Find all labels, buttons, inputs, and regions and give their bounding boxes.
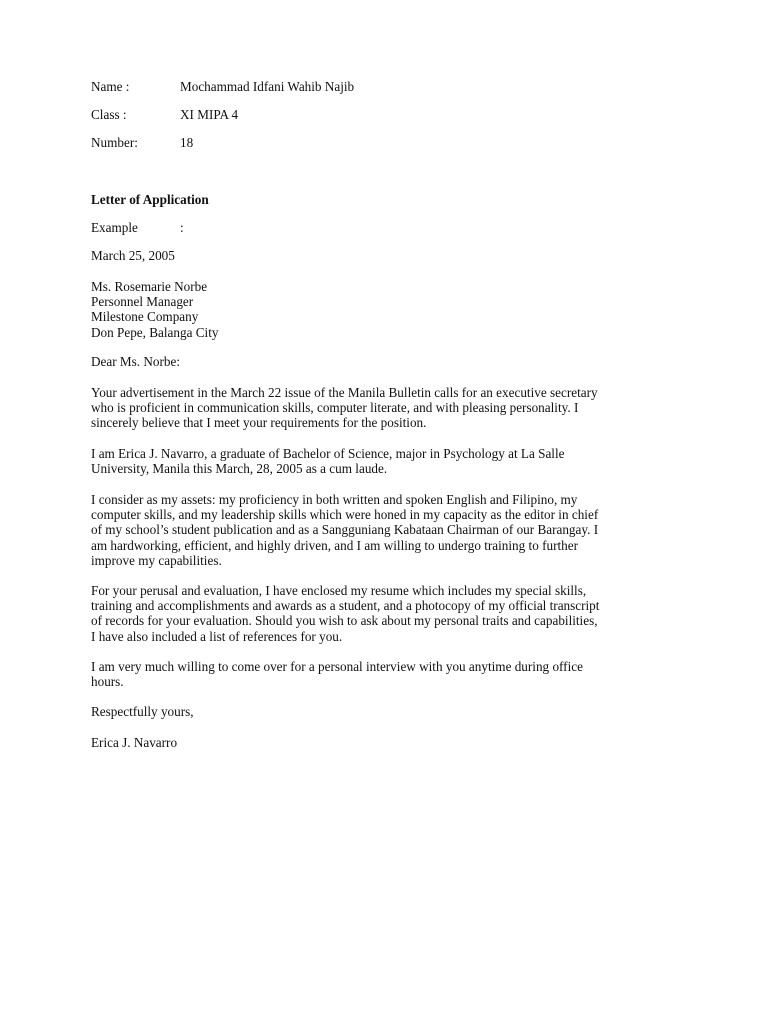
paragraph-line: sincerely believe that I meet your requirements for the position. xyxy=(91,415,427,431)
paragraph-line: computer skills, and my leadership skills which were honed in my capacity as the editor in chief xyxy=(91,507,599,523)
paragraph-line: improve my capabilities. xyxy=(91,552,222,568)
number-value: 18 xyxy=(180,135,194,150)
class-label: Class : xyxy=(91,107,127,122)
class-value: XI MIPA 4 xyxy=(180,107,239,122)
paragraph-line: training and accomplishments and awards as a student, and a photocopy of my official transcript xyxy=(91,598,600,614)
paragraph-line: Your advertisement in the March 22 issue of the Manila Bulletin calls for an executive secretary xyxy=(91,385,598,400)
paragraph-line: I have also included a list of references for you. xyxy=(91,628,343,644)
closing: Respectfully yours, xyxy=(91,704,194,719)
recipient-line: Ms. Rosemarie Norbe xyxy=(91,279,208,294)
paragraph-line: University, Manila this March, 28, 2005 as a cum laude. xyxy=(91,461,388,477)
paragraph xyxy=(91,446,691,476)
example-label: Example xyxy=(91,220,138,235)
name-value: Mochammad Idfani Wahib Najib xyxy=(180,79,355,94)
paragraph-line: who is proficient in communication skills, computer literate, and with pleasing personality. I xyxy=(91,400,579,416)
recipient-line: Milestone Company xyxy=(91,309,199,325)
paragraph xyxy=(91,583,691,644)
salutation: Dear Ms. Norbe: xyxy=(91,354,180,369)
paragraph-line: hours. xyxy=(91,674,124,690)
letter-title: Letter of Application xyxy=(91,192,209,207)
paragraph xyxy=(91,492,691,568)
signature-name: Erica J. Navarro xyxy=(91,735,178,750)
paragraph-line: I consider as my assets: my proficiency in both written and spoken English and Filipino, my xyxy=(91,492,578,507)
recipient-line: Don Pepe, Balanga City xyxy=(91,324,219,340)
paragraph-line: I am very much willing to come over for a personal interview with you anytime during office xyxy=(91,659,583,674)
letter-date: March 25, 2005 xyxy=(91,248,175,263)
paragraph-line: of records for your evaluation. Should you wish to ask about my personal traits and capabilities, xyxy=(91,613,598,629)
paragraph-line: am hardworking, efficient, and highly driven, and I am willing to undergo training to further xyxy=(91,537,578,553)
recipient-address xyxy=(91,279,691,340)
paragraph-line: I am Erica J. Navarro, a graduate of Bachelor of Science, major in Psychology at La Salle xyxy=(91,446,565,461)
name-label: Name : xyxy=(91,79,130,94)
paragraph-line: For your perusal and evaluation, I have enclosed my resume which includes my special skills, xyxy=(91,583,587,598)
paragraph xyxy=(91,659,691,689)
recipient-line: Personnel Manager xyxy=(91,294,194,310)
paragraph-line: of my school’s student publication and as a Sangguniang Kabataan Chairman of our Barangay. I xyxy=(91,522,599,538)
paragraph xyxy=(91,385,691,431)
example-colon: : xyxy=(180,220,184,235)
number-label: Number: xyxy=(91,135,138,150)
